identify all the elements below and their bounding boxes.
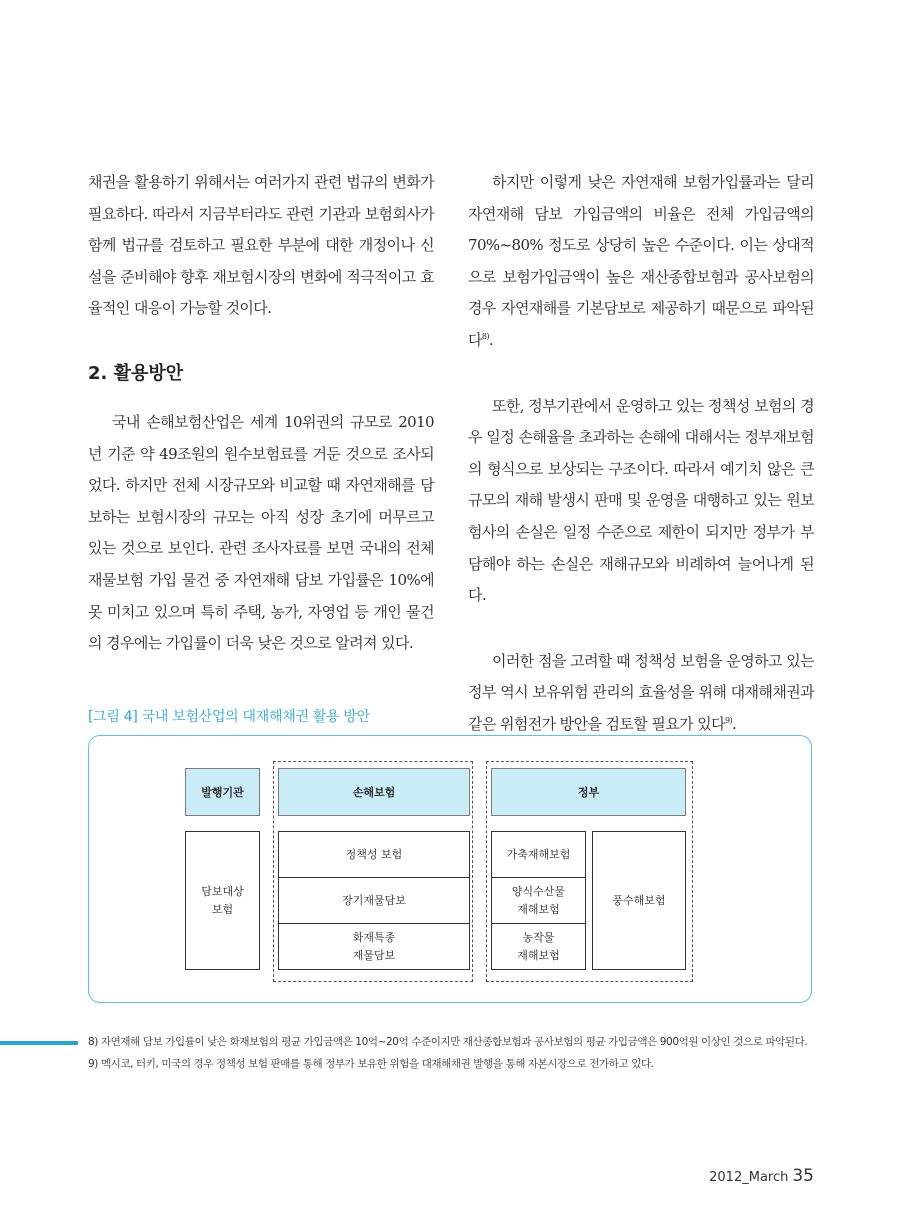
left-paragraph-2: 국내 손해보험산업은 세계 10위권의 규모로 2010년 기준 약 49조원의 원수보험료를 거둔 것으로 조사되었다. 하지만 전체 시장규모와 비교할 때 자연재해를 담보하는 보험시장의 규모는 아직 성장 초기에 머무르고 있는 것으로 보인다. 관련 조사자료를 보면 국내의 전체 재물보험 가입 물건 중 자연재해 담보 가입률은 10%에 못 미치고 있으며 특히 주택, 농가, 자영업 등 개인 물건의 경우에는 가입률이 더욱 낮은 것으로 알려져 있다. (88, 412, 434, 653)
header-issuer: 발행기관 (185, 768, 260, 816)
footnote-rule (0, 1041, 78, 1045)
cell-coverage-target: 담보대상 보험 (185, 831, 260, 970)
figure-diagram (88, 735, 812, 1003)
cell-aquaculture-insurance: 양식수산물 재해보험 (491, 877, 586, 924)
cell-crop-insurance: 농작물 재해보험 (491, 923, 586, 970)
figure-title: [그림 4] 국내 보험산업의 대재해채권 활용 방안 (88, 709, 370, 725)
footnotes (88, 1034, 818, 1078)
left-paragraph-1: 채권을 활용하기 위해서는 여러가지 관련 법규의 변화가 필요하다. 따라서 지금부터라도 관련 기관과 보험회사가 함께 법규를 검토하고 필요한 부분에 대한 개정이나 신설을 준비해야 향후 재보험시장의 변화에 적극적이고 효율적인 대응이 가능할 것이다. (88, 173, 434, 318)
cell-flood-insurance: 풍수해보험 (592, 831, 686, 970)
cell-policy-insurance: 정책성 보험 (278, 831, 470, 878)
left-column (88, 167, 434, 660)
right-paragraph-1 (468, 167, 814, 357)
right-paragraph-2: 또한, 정부기관에서 운영하고 있는 정책성 보험의 경우 일정 손해율을 초과하는 손해에 대해서는 정부재보험의 형식으로 보상되는 구조이다. 따라서 예기치 않은 큰 규모의 재해 발생시 판매 및 운영을 대행하고 있는 원보험사의 손실은 일정 수준으로 제한이 되지만 정부가 부담해야 하는 손실은 재해규모와 비례하여 늘어나게 된다. (468, 396, 814, 605)
right-paragraph-1-text: 하지만 이렇게 낮은 자연재해 보험가입률과는 달리 자연재해 담보 가입금액의 비율은 전체 가입금액의 70%~80% 정도로 상당히 높은 수준이다. 이는 상대적으로 보험가입금액이 높은 재산종합보험과 공사보험의 경우 자연재해를 기본담보로 제공하기 때문으로 파악된다 (468, 173, 814, 349)
right-paragraph-3 (468, 646, 814, 741)
footnote-ref-8[interactable]: 8) (481, 331, 489, 341)
footnote-8: 8) 자연재해 담보 가입률이 낮은 화재보험의 평균 가입금액은 10억~20억 수준이지만 재산종합보험과 공사보험의 평균 가입금액은 900억원 이상인 것으로 파악된다. (88, 1036, 808, 1048)
header-nonlife: 손해보험 (278, 768, 470, 816)
cell-fire-special-property: 화재특종 재물담보 (278, 923, 470, 970)
footnote-9: 9) 멕시코, 터키, 미국의 경우 정책성 보험 판매를 통해 정부가 보유한 위험을 대재해채권 발행을 통해 자본시장으로 전가하고 있다. (88, 1058, 654, 1070)
right-paragraph-1-end: . (488, 330, 494, 349)
cell-longterm-property: 장기재물담보 (278, 877, 470, 924)
section-title: 2. 활용방안 (88, 362, 184, 384)
right-paragraph-3-text: 이러한 점을 고려할 때 정책성 보험을 운영하고 있는 정부 역시 보유위험 관리의 효율성을 위해 대재해채권과 같은 위험전가 방안을 검토할 필요가 있다 (468, 651, 814, 733)
issue-label: 2012_March (709, 1170, 789, 1185)
right-column (468, 167, 814, 741)
header-government: 정부 (491, 768, 686, 816)
right-paragraph-3-end: . (732, 714, 737, 733)
page-footer (709, 1166, 814, 1186)
page-number: 35 (792, 1166, 814, 1186)
footnote-ref-9[interactable]: 9) (724, 715, 732, 725)
cell-livestock-insurance: 가축재해보험 (491, 831, 586, 878)
